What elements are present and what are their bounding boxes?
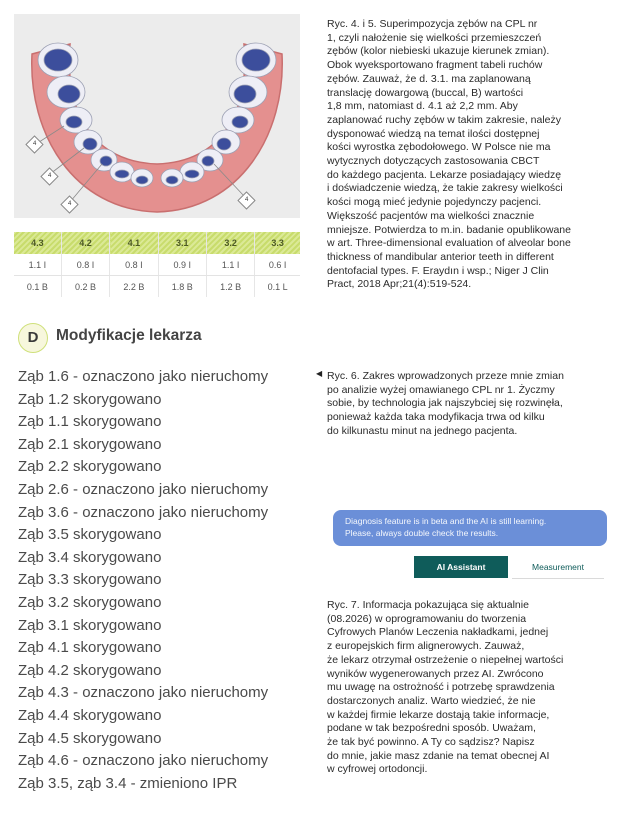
doctor-modifications-list <box>18 366 268 795</box>
list-item: Ząb 4.4 skorygowano <box>18 706 162 724</box>
figure-6-caption: Ryc. 6. Zakres wprowadzonych przeze mnie zmian po analizie wyżej omawianego CPL nr 1. Życzmy sobie, by technologia jak najszybciej się rozwinęła, ponieważ każda taka modyfikacja trwa od kilku do kilkunastu minut na jednego pacjenta. <box>327 370 564 437</box>
list-item: Ząb 3.5 skorygowano <box>18 526 162 544</box>
list-item: Ząb 3.6 - oznaczono jako nieruchomy <box>18 503 269 521</box>
callout-label: 4 <box>32 141 37 147</box>
table-cell: 0.1 B <box>26 281 48 292</box>
list-item: Ząb 2.6 - oznaczono jako nieruchomy <box>18 480 269 498</box>
table-cell: 1.1 I <box>206 254 254 276</box>
table-cell: 1.1 I <box>14 254 61 276</box>
table-cell: 2.2 B <box>110 276 158 298</box>
tooth-movement-table <box>14 232 300 297</box>
ai-beta-notice <box>333 510 607 546</box>
list-item: Ząb 3.4 skorygowano <box>18 548 162 566</box>
table-header-cell: 3.3 <box>255 232 300 254</box>
list-item: Ząb 3.3 skorygowano <box>18 571 162 589</box>
section-d-badge: D <box>18 323 48 353</box>
list-item: Ząb 1.1 skorygowano <box>18 413 162 431</box>
table-header-cell: 3.2 <box>206 232 254 254</box>
table-row <box>14 254 300 276</box>
tab-ai-assistant[interactable]: AI Assistant <box>414 556 508 578</box>
table-cell: 0.9 I <box>158 254 206 276</box>
table-header-cell: 3.1 <box>158 232 206 254</box>
notice-text: Diagnosis feature is in beta and the AI is still learning. <box>345 516 547 526</box>
table-header-cell: 4.3 <box>14 232 61 254</box>
list-item: Ząb 1.2 skorygowano <box>18 390 162 408</box>
list-item: Ząb 2.1 skorygowano <box>18 435 162 453</box>
table-cell: 0.8 I <box>110 254 158 276</box>
list-item: Ząb 3.2 skorygowano <box>18 593 162 611</box>
table-header-row <box>14 232 300 254</box>
dental-arch-illustration <box>14 14 300 218</box>
tab-measurement[interactable]: Measurement <box>512 556 604 579</box>
list-item: Ząb 4.1 skorygowano <box>18 639 162 657</box>
table-cell: 0.1 L <box>255 276 300 298</box>
section-title: Modyfikacje lekarza <box>56 327 202 344</box>
table-cell: 0.6 I <box>255 254 300 276</box>
callout-label: 4 <box>47 173 52 179</box>
table-cell: 1.2 B <box>206 276 254 298</box>
callout-label: 4 <box>244 197 249 203</box>
list-item: Ząb 1.6 - oznaczono jako nieruchomy <box>18 368 269 385</box>
dental-arch-figure <box>14 14 300 218</box>
table-cell: 1.8 B <box>158 276 206 298</box>
list-item: Ząb 4.2 skorygowano <box>18 661 162 679</box>
figure-7-caption: Ryc. 7. Informacja pokazująca się aktualnie (08.2026) w oprogramowaniu do tworzenia Cyfrowych Planów Leczenia nakładkami, jednej z europejskich firm alignerowych. Zauważ, że lekarz otrzymał ostrzeżenie o niepełnej wartości wyników wygenerowanych przez AI. Zwrócono mu uwagę na ostrożność i potrzebę sprawdzenia dostarczonych analiz. Warto wiedzieć, że nie w każdej firmie lekarze dostają takie informacje, podane w tak bezpośredni sposób. Uważam, że tak być powinno. A Ty co sądzisz? Napisz do mnie, jakie masz zdanie na temat obecnej AI w cyfrowej ortodoncji. <box>327 599 564 776</box>
table-header-cell: 4.2 <box>61 232 109 254</box>
table-cell: 0.8 I <box>61 254 109 276</box>
figure-4-5-caption: Ryc. 4. i 5. Superimpozycja zębów na CPL nr 1, czyli nałożenie się wielkości przemieszczeń zębów (kolor niebieski ukazuje kierunek zmian). Obok wyeksportowano fragment tabeli ruchów zębów. Zauważ, że d. 3.1. ma zaplanowaną translację dowargową (buccal, B) wartości 1,8 mm, natomiast d. 4.1 aż 2,2 mm. Aby zaplanować ruchy zębów w takim zakresie, należy dysponować wiedzą na temat ilości dostępnej kości wyrostka zębodołowego. W Polsce nie ma wytycznych dotyczących zastosowania CBCT do każdego pacjenta. Lekarze posiadający wiedzę i doświadczenie wiedzą, że takie zakresy wielkości kości mogą mieć jedynie pojedynczy pacjenci. Większość pacjentów ma wielkości znacznie mniejsze. Potwierdza to m.in. badanie opublikowane w art. Three-dimensional evaluation of alveolar bone thickness of mandibular anterior teeth in different dentofacial types. F. Eraydın i wsp.; Niger J Clin Pract, 2018 Apr;21(4):519-524. <box>327 18 571 291</box>
table-header-cell: 4.1 <box>110 232 158 254</box>
list-item: Ząb 4.6 - oznaczono jako nieruchomy <box>18 752 269 770</box>
table-row <box>14 276 300 298</box>
table-cell: 0.2 B <box>61 276 109 298</box>
list-item: Ząb 3.5, ząb 3.4 - zmieniono IPR <box>18 774 238 792</box>
list-item: Ząb 2.2 skorygowano <box>18 458 162 476</box>
notice-text: Please, always double check the results. <box>345 528 499 538</box>
list-item: Ząb 4.5 skorygowano <box>18 729 162 747</box>
callout-label: 4 <box>67 201 72 207</box>
left-pointer-icon: ◀ <box>316 369 323 378</box>
list-item: Ząb 3.1 skorygowano <box>18 616 162 634</box>
list-item: Ząb 4.3 - oznaczono jako nieruchomy <box>18 684 269 702</box>
